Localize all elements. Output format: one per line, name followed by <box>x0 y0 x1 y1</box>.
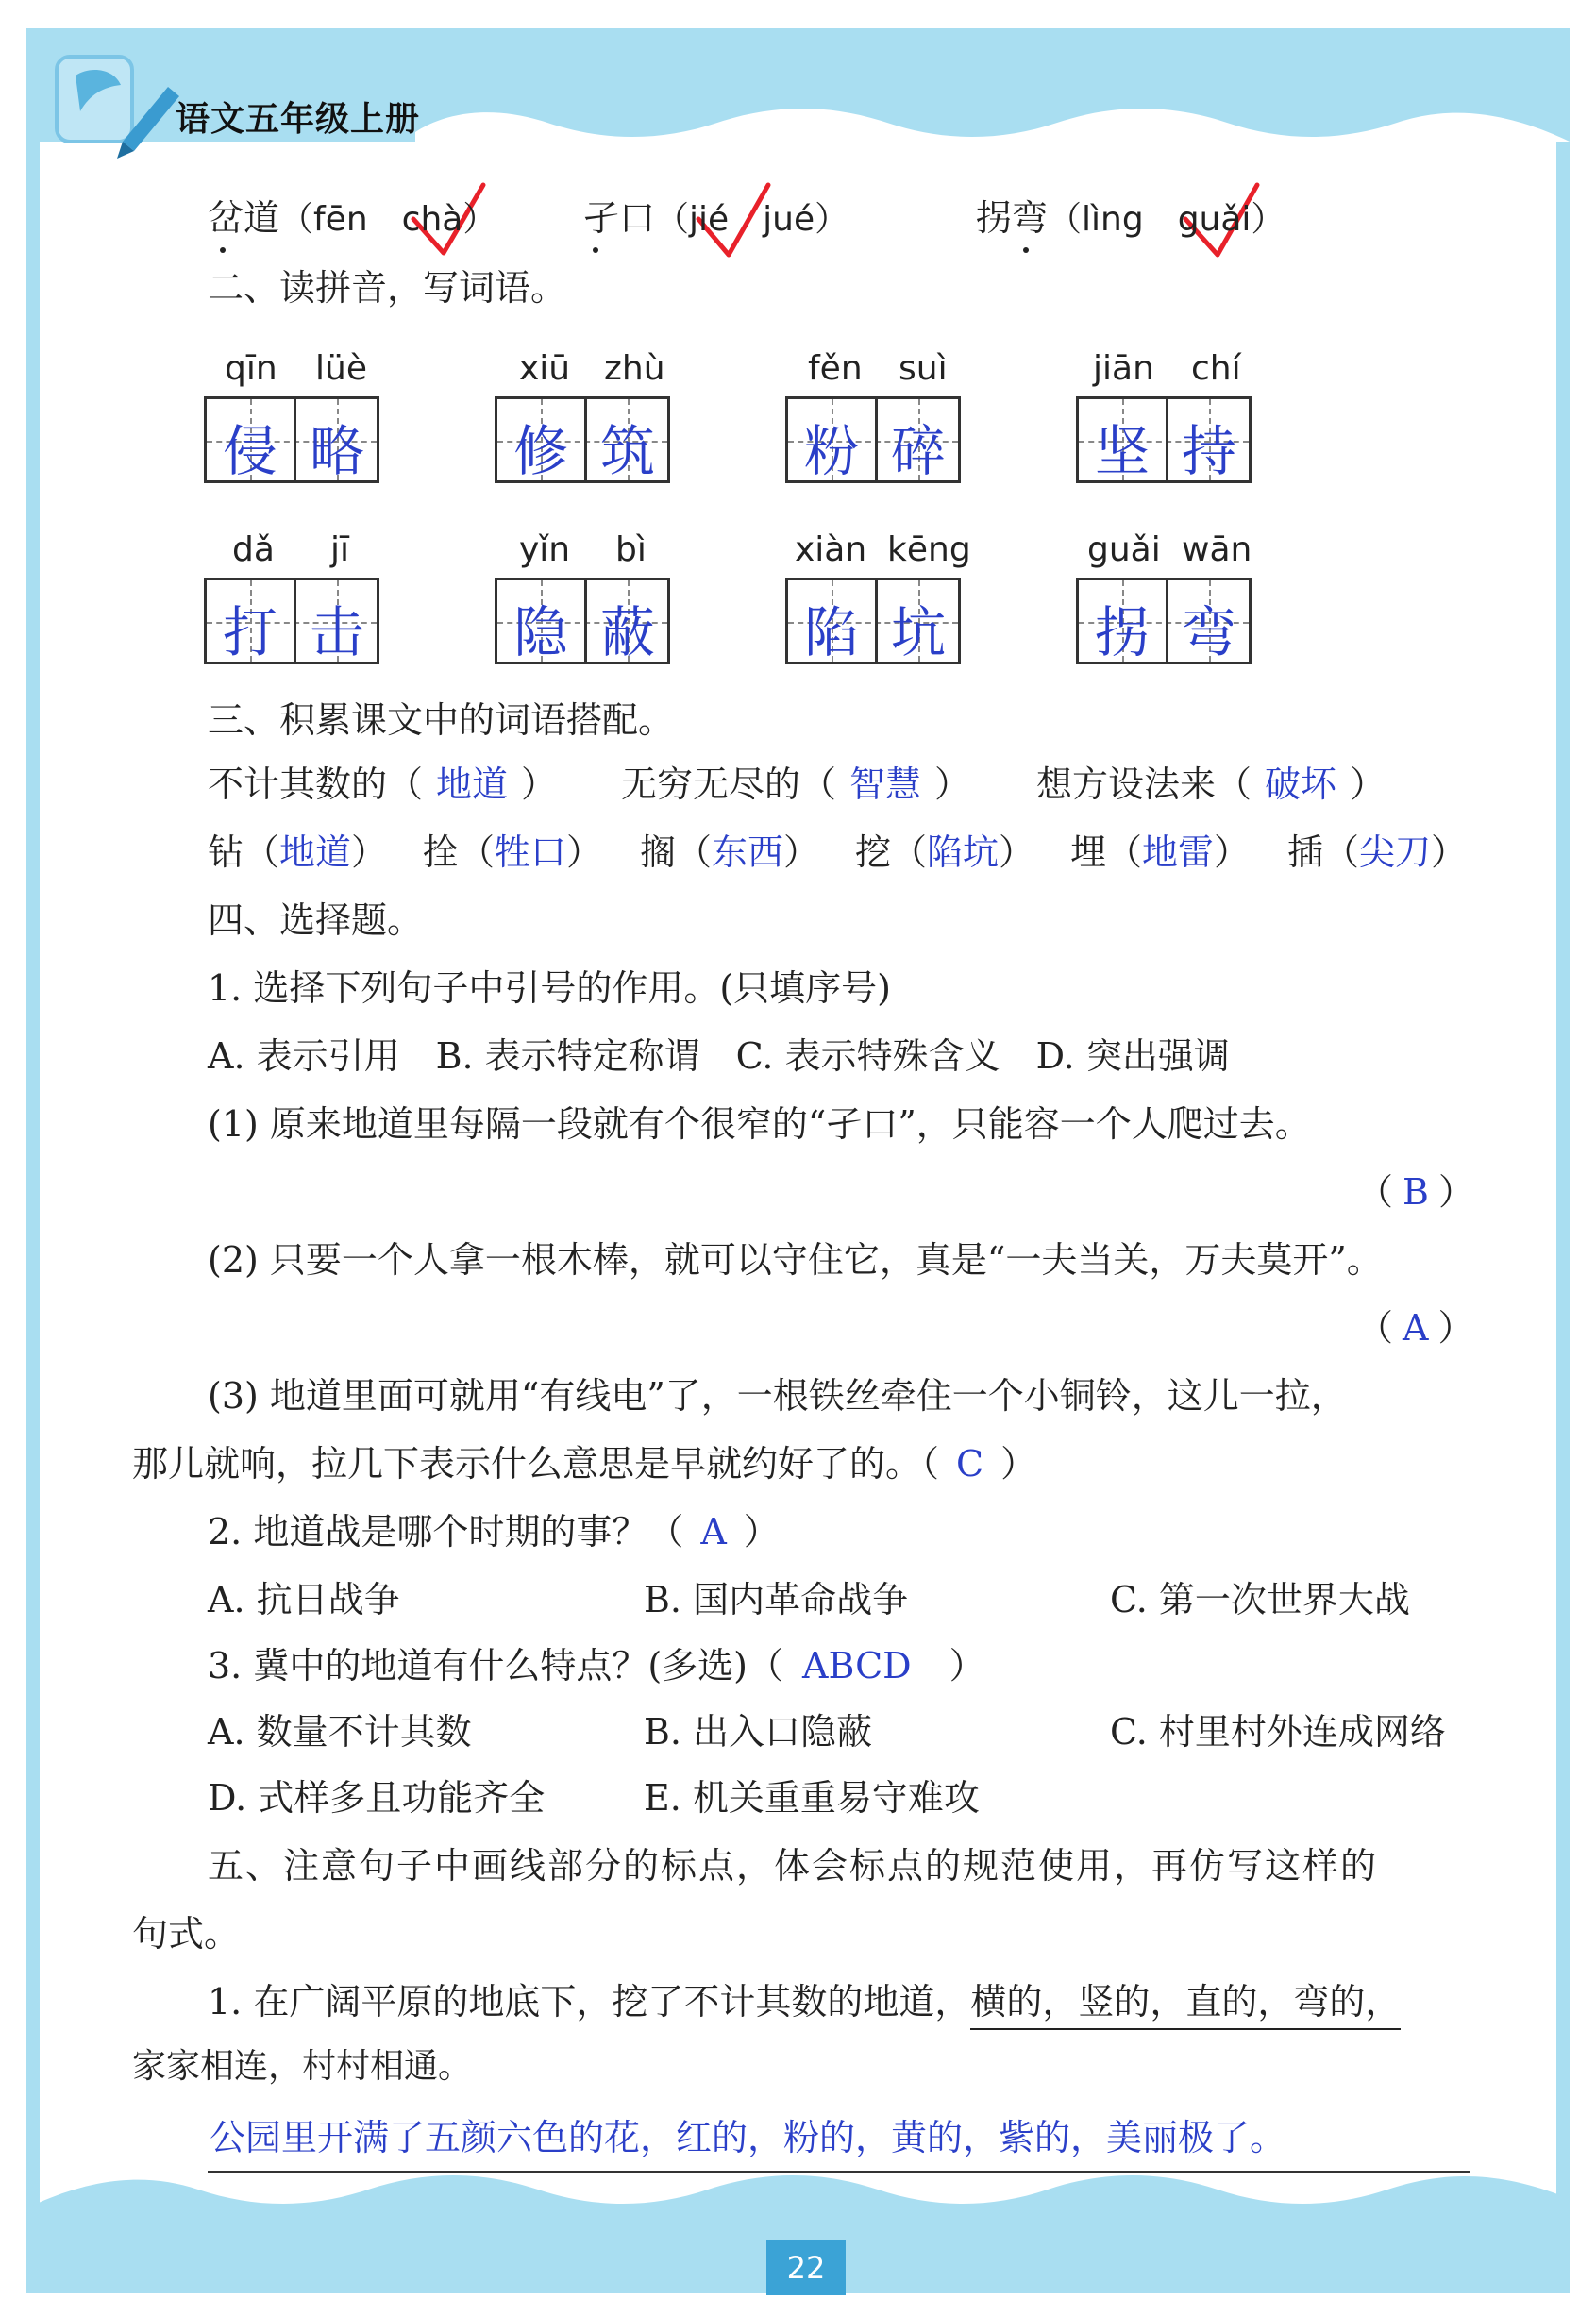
char-box <box>204 396 379 483</box>
collocation <box>621 764 971 805</box>
answer: ABCD <box>802 1645 912 1687</box>
example-sentence <box>208 1981 1402 2022</box>
suffix: ） <box>999 831 1035 873</box>
pinyin: chí <box>1191 349 1241 388</box>
prefix: 插（ <box>1287 831 1360 873</box>
text: ） <box>949 1645 985 1687</box>
char-box <box>1076 578 1252 664</box>
answer-char: 击 <box>309 600 364 664</box>
sentence: (2) 只要一个人拿一根木棒，就可以守住它，真是“一夫当关，万夫莫开”。 <box>208 1239 1383 1281</box>
answer: 智慧 <box>849 764 922 805</box>
text: 1. 在广阔平原的地底下，挖了不计其数的地道， <box>208 1981 971 2022</box>
pinyin: bì <box>615 530 647 569</box>
answer: C <box>956 1443 984 1485</box>
emphasis-dot <box>1023 247 1029 253</box>
answer: A <box>700 1511 727 1552</box>
answer: 牲口 <box>495 831 567 873</box>
prefix: 无穷无尽的（ <box>621 764 837 805</box>
word: 拐弯 <box>976 197 1049 239</box>
suffix: ） <box>566 831 603 873</box>
char-box <box>1076 396 1252 483</box>
prefix: 拴（ <box>423 831 496 873</box>
carry-item <box>583 197 849 239</box>
answer-bracket: （ B ） <box>1357 1171 1474 1213</box>
answer-char: 打 <box>222 600 277 664</box>
collocation <box>855 831 1035 873</box>
pinyin: fěn <box>808 349 863 388</box>
suffix: ） <box>1431 831 1468 873</box>
carry-item <box>208 197 497 239</box>
option: A. 数量不计其数 <box>208 1711 472 1753</box>
collocation <box>208 764 558 805</box>
pinyin: jiān <box>1093 349 1154 388</box>
collocation <box>1287 831 1468 873</box>
char-box <box>495 396 670 483</box>
prefix: 钻（ <box>208 831 280 873</box>
prefix: 不计其数的（ <box>208 764 424 805</box>
answer-char: 隐 <box>512 600 568 664</box>
pinyin: wān <box>1182 530 1252 569</box>
section3-title: 三、积累课文中的词语搭配。 <box>208 699 675 741</box>
option: B. 出入口隐蔽 <box>644 1711 873 1753</box>
collocation <box>1036 764 1386 805</box>
suffix: ） <box>521 764 558 805</box>
prefix: 搁（ <box>640 831 713 873</box>
pinyin: jī <box>330 530 350 569</box>
section5-title-cont: 句式。 <box>132 1913 241 1955</box>
answer-char: 坚 <box>1094 419 1150 483</box>
pinyin: guǎi <box>1087 530 1161 569</box>
char-box <box>785 578 961 664</box>
emphasis-dot <box>593 247 598 253</box>
answer-char: 修 <box>512 419 568 483</box>
answer-char: 陷 <box>803 600 859 664</box>
right-band <box>1556 142 1570 2274</box>
example-sentence-cont: 家家相连，村村相通。 <box>132 2047 473 2086</box>
answer-char: 持 <box>1181 419 1236 483</box>
page-number: 22 <box>766 2240 846 2295</box>
suffix: ） <box>1214 831 1251 873</box>
answer-char: 蔽 <box>599 600 655 664</box>
option: E. 机关重重易守难攻 <box>644 1777 980 1819</box>
text: 2. 地道战是哪个时期的事？（ <box>208 1511 684 1552</box>
pinyin: yǐn <box>519 530 571 569</box>
left-band <box>26 142 40 2274</box>
answer-char: 弯 <box>1181 600 1236 664</box>
options: A. 表示引用 B. 表示特定称谓 C. 表示特殊含义 D. 突出强调 <box>208 1035 1230 1077</box>
answer: 地道 <box>436 764 509 805</box>
imitation-answer: 公园里开满了五颜六色的花，红的，粉的，黄的，紫的，美丽极了。 <box>210 2117 1286 2158</box>
pinyin: lüè <box>315 349 367 388</box>
answer-char: 略 <box>309 419 364 483</box>
option: D. 式样多且功能齐全 <box>208 1777 546 1819</box>
answer-char: 粉 <box>803 419 859 483</box>
answer: 东西 <box>712 831 784 873</box>
answer: 地道 <box>279 831 352 873</box>
answer: B <box>1403 1171 1429 1213</box>
char-box <box>495 578 670 664</box>
answer-char: 碎 <box>890 419 946 483</box>
prefix: 挖（ <box>855 831 928 873</box>
collocation <box>640 831 820 873</box>
collocation <box>1070 831 1251 873</box>
book-title: 语文五年级上册 <box>176 99 421 139</box>
pinyin: xiū <box>519 349 571 388</box>
option: C. 村里村外连成网络 <box>1110 1711 1446 1753</box>
answer: 地雷 <box>1142 831 1215 873</box>
suffix: ） <box>1350 764 1386 805</box>
collocation <box>208 831 388 873</box>
text: 那儿就响，拉几下表示什么意思是早就约好了的。（ <box>132 1443 940 1485</box>
prefix: 想方设法来（ <box>1036 764 1252 805</box>
emphasis-dot <box>220 247 226 253</box>
text: ） <box>743 1511 780 1552</box>
section4-title: 四、选择题。 <box>208 899 424 941</box>
carry-item <box>976 197 1285 239</box>
answer-line <box>208 2171 1470 2173</box>
answer-char: 侵 <box>222 419 277 483</box>
option: C. 第一次世界大战 <box>1110 1579 1410 1620</box>
sentence: (1) 原来地道里每隔一段就有个很窄的“孑口”，只能容一个人爬过去。 <box>208 1103 1311 1145</box>
word: 岔道 <box>208 197 280 239</box>
section5-title: 五、注意句子中画线部分的标点，体会标点的规范使用，再仿写这样的 <box>208 1845 1379 1887</box>
text: ） <box>1000 1443 1037 1485</box>
text: 3. 冀中的地道有什么特点？(多选)（ <box>208 1645 783 1687</box>
answer: 破坏 <box>1265 764 1337 805</box>
answer-bracket: （ A ） <box>1357 1307 1474 1349</box>
answer: 陷坑 <box>927 831 1000 873</box>
underlined-text: 横的，竖的，直的，弯的， <box>970 1981 1401 2030</box>
answer-char: 拐 <box>1094 600 1150 664</box>
question-stem <box>208 1645 985 1687</box>
pinyin: qīn <box>225 349 277 388</box>
answer-char: 坑 <box>890 600 946 664</box>
section2-title: 二、读拼音，写词语。 <box>208 267 567 309</box>
answer-char: 筑 <box>599 419 655 483</box>
option: A. 抗日战争 <box>208 1579 400 1620</box>
question-stem: 1. 选择下列句子中引号的作用。(只填序号) <box>208 967 891 1009</box>
char-box <box>785 396 961 483</box>
pinyin: （fēn chà） <box>279 200 497 239</box>
collocation <box>423 831 603 873</box>
pinyin: xiàn <box>795 530 867 569</box>
sentence <box>132 1443 1037 1485</box>
answer: A <box>1403 1307 1429 1349</box>
pinyin: （lìng guǎi） <box>1048 200 1285 239</box>
pinyin: （jié jué） <box>655 200 849 239</box>
suffix: ） <box>934 764 971 805</box>
option: B. 国内革命战争 <box>644 1579 909 1620</box>
answer: 尖刀 <box>1359 831 1432 873</box>
suffix: ） <box>351 831 388 873</box>
prefix: 埋（ <box>1070 831 1143 873</box>
char-box <box>204 578 379 664</box>
pinyin: suì <box>899 349 948 388</box>
suffix: ） <box>783 831 820 873</box>
pinyin: zhù <box>604 349 665 388</box>
word: 孑口 <box>583 197 656 239</box>
pinyin: kēng <box>887 530 971 569</box>
question-stem <box>208 1511 780 1552</box>
pinyin: dǎ <box>232 530 275 569</box>
sentence: (3) 地道里面可就用“有线电”了，一根铁丝牵住一个小铜铃，这儿一拉， <box>208 1375 1347 1417</box>
